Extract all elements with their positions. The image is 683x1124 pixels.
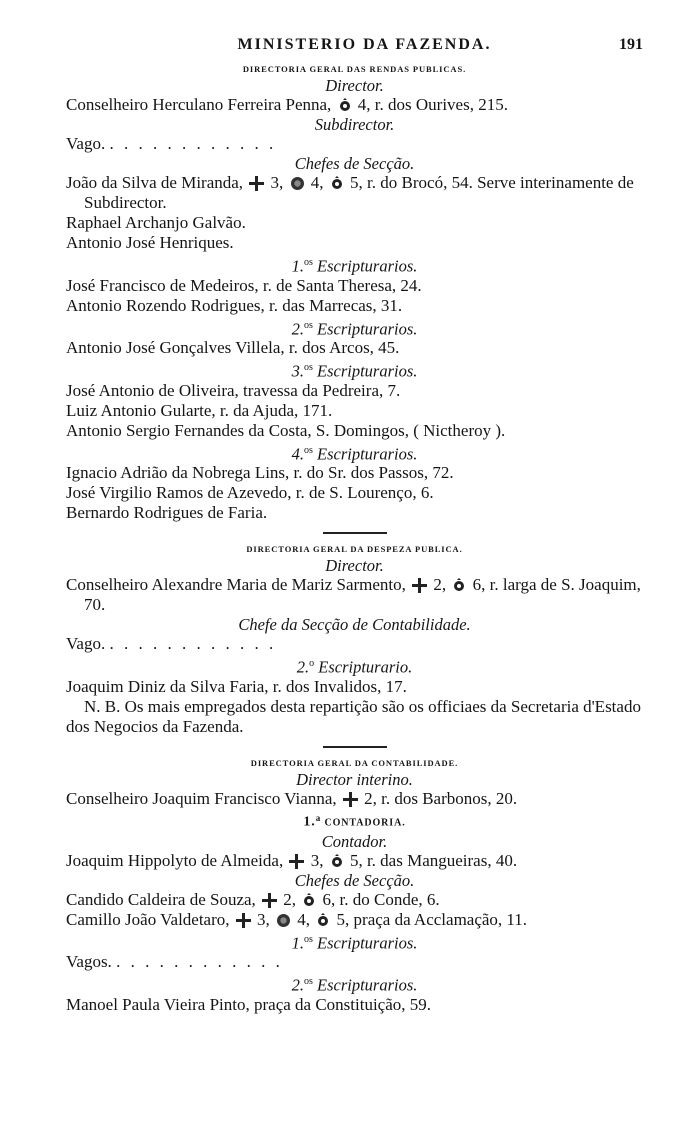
role-label-director-interino: Director interino. [296, 769, 413, 789]
entry-text: Vago. [66, 134, 106, 153]
entry-text: João da Silva de Miranda, [66, 173, 244, 192]
entry-director [66, 575, 643, 615]
entry-text: 6, r. do Conde, 6. [322, 889, 440, 909]
entry-director [66, 789, 643, 809]
role-label-escripturarios-3 [66, 358, 643, 381]
entry-text: 4, [310, 173, 324, 192]
order-of-rose-icon [330, 854, 344, 869]
role-label-chefe-contabilidade: Chefe da Secção de Contabilidade. [238, 615, 471, 634]
ordinal-suffix: a [315, 812, 322, 823]
leader-dots: . . . . . . . . . . . . [109, 634, 277, 653]
section-contabilidade [66, 758, 643, 1015]
leader-dots: . . . . . . . . . . . . [109, 134, 277, 153]
role-label-text: Escripturarios. [317, 933, 418, 953]
order-of-rose-icon [330, 176, 344, 191]
entry-chefe [66, 634, 643, 654]
entry-text: 5, r. das Mangueiras, 40. [349, 850, 518, 870]
entry-text: 4, [297, 909, 311, 929]
entry-director [66, 95, 643, 115]
order-of-rose-icon [302, 893, 316, 908]
entry-text: 6, r. larga de S. Joaquim, 70. [84, 575, 641, 614]
ordinal-suffix: os [303, 933, 313, 945]
entry-chefe: Raphael Archanjo Galvão. [66, 213, 246, 232]
entry-text: 3, [270, 173, 284, 192]
ordinal-suffix: os [303, 319, 313, 331]
ordinal-number: 2. [296, 657, 310, 677]
ordinal-number: 3. [291, 361, 304, 381]
ordinal-suffix: os [303, 257, 313, 268]
page-header [66, 36, 643, 62]
role-label-director: Director. [325, 76, 384, 95]
order-of-christ-cross-icon [262, 893, 277, 908]
order-of-rose-icon [316, 913, 330, 928]
role-label-text: Escripturarios. [317, 256, 418, 276]
entry-text: 2, r. dos Barbonos, 20. [364, 788, 518, 808]
ordinal-suffix: os [303, 444, 313, 456]
entry-contador [66, 851, 643, 871]
entry-subdirector [66, 134, 643, 154]
order-of-christ-cross-icon [343, 792, 358, 807]
sub-section-heading [66, 813, 643, 830]
ordinal-suffix: o [309, 658, 315, 669]
role-label-contador: Contador. [321, 831, 388, 851]
entry-escripturario [66, 952, 643, 972]
entry-text: 4, r. dos Ourives, 215. [357, 95, 508, 114]
entry-text: 2, [283, 889, 297, 909]
entry-escripturario: Antonio Sergio Fernandes da Costa, S. Domingos, ( Nictheroy ). [66, 420, 506, 440]
order-of-christ-cross-icon [249, 176, 264, 191]
role-label-text: Escripturarios. [317, 444, 418, 463]
section-despeza-publica [66, 544, 643, 737]
ordinal-suffix: os [303, 362, 313, 373]
ordinal-number: 4. [291, 444, 304, 463]
order-of-christ-cross-icon [289, 854, 304, 869]
entry-text: 3, [310, 850, 324, 870]
entry-escripturario: José Virgilio Ramos de Azevedo, r. de S. Lourenço, 6. [66, 483, 434, 502]
role-label-subdirector: Subdirector. [314, 115, 395, 134]
sub-section-heading-text: CONTADORIA. [324, 816, 406, 828]
ordinal-suffix: os [303, 976, 313, 988]
ordinal-number: 2. [291, 319, 304, 338]
entry-escripturario: Luiz Antonio Gularte, r. da Ajuda, 171. [66, 400, 333, 420]
role-label-director: Director. [325, 556, 384, 575]
page-number: 191 [619, 36, 643, 53]
entry-text: Conselheiro Joaquim Francisco Vianna, [66, 788, 337, 808]
page-title: MINISTERIO DA FAZENDA. [237, 36, 492, 53]
order-star-icon [276, 913, 291, 928]
order-of-christ-cross-icon [236, 913, 251, 928]
entry-text: Conselheiro Alexandre Maria de Mariz Sarmento, [66, 575, 406, 594]
order-of-rose-icon [452, 578, 466, 593]
entry-escripturario: José Francisco de Medeiros, r. de Santa Theresa, 24. [66, 275, 422, 295]
ordinal-number: 1. [291, 933, 304, 953]
entry-chefe: Antonio José Henriques. [66, 233, 234, 252]
section-divider [323, 746, 387, 748]
ordinal-number: 2. [291, 975, 304, 995]
entry-escripturario: Manoel Paula Vieira Pinto, praça da Constituição, 59. [66, 994, 432, 1014]
role-label-escripturarios-2 [66, 972, 643, 995]
entry-escripturario: Ignacio Adrião da Nobrega Lins, r. do Sr. dos Passos, 72. [66, 463, 454, 482]
entry-text: Vago. [66, 634, 106, 653]
entry-escripturario: Antonio Rozendo Rodrigues, r. das Marrecas, 31. [66, 295, 403, 315]
leader-dots: . . . . . . . . . . . . [116, 952, 283, 972]
order-star-icon [290, 176, 305, 191]
entry-text: Conselheiro Herculano Ferreira Penna, [66, 95, 332, 114]
role-label-escripturario-2 [66, 654, 643, 677]
section-heading: DIRECTORIA GERAL DAS RENDAS PUBLICAS. [242, 64, 467, 74]
entry-chefe [66, 173, 643, 213]
entry-chefe [66, 910, 643, 930]
entry-escripturario: Bernardo Rodrigues de Faria. [66, 503, 268, 522]
section-heading: DIRECTORIA GERAL DA CONTABILIDADE. [250, 757, 459, 768]
role-label-text: Escripturarios. [317, 975, 418, 995]
entry-text: Candido Caldeira de Souza, [66, 889, 256, 909]
role-label-chefes: Chefes de Secção. [294, 154, 415, 173]
section-divider [323, 532, 387, 534]
role-label-escripturarios-1 [66, 253, 643, 276]
role-label-escripturarios-4 [66, 441, 643, 464]
entry-text: Vagos. [66, 952, 112, 972]
entry-text: 5, r. do Brocó, 54. Serve interinamente de Subdirector. [84, 173, 634, 212]
role-label-text: Escripturarios. [317, 319, 418, 338]
entry-text: Camillo João Valdetaro, [66, 909, 230, 929]
entry-escripturario: Joaquim Diniz da Silva Faria, r. dos Invalidos, 17. [66, 676, 407, 696]
order-of-rose-icon [338, 98, 352, 113]
entry-text: Joaquim Hippolyto de Almeida, [66, 850, 284, 870]
entry-chefe [66, 890, 643, 910]
entry-text: 2, [433, 575, 447, 594]
entry-escripturario: Antonio José Gonçalves Villela, r. dos Arcos, 45. [66, 338, 400, 357]
entry-escripturario: José Antonio de Oliveira, travessa da Pedreira, 7. [66, 380, 401, 400]
section-heading: DIRECTORIA GERAL DA DESPEZA PUBLICA. [246, 544, 463, 554]
note-paragraph: N. B. Os mais empregados desta repartição são os officiaes da Secretaria d'Estado dos Negocios da Fazenda. [66, 696, 641, 736]
ordinal-number: 1. [291, 256, 304, 276]
order-of-christ-cross-icon [412, 578, 427, 593]
role-label-escripturarios-1 [66, 930, 643, 953]
role-label-escripturarios-2 [66, 316, 643, 339]
role-label-chefes: Chefes de Secção. [294, 870, 415, 890]
role-label-text: Escripturario. [318, 657, 413, 677]
entry-text: 5, praça da Acclamação, 11. [336, 909, 528, 929]
ordinal-number: 1. [303, 813, 316, 829]
entry-text: 3, [257, 909, 270, 929]
section-rendas-publicas [66, 64, 643, 523]
role-label-text: Escripturarios. [317, 361, 418, 381]
